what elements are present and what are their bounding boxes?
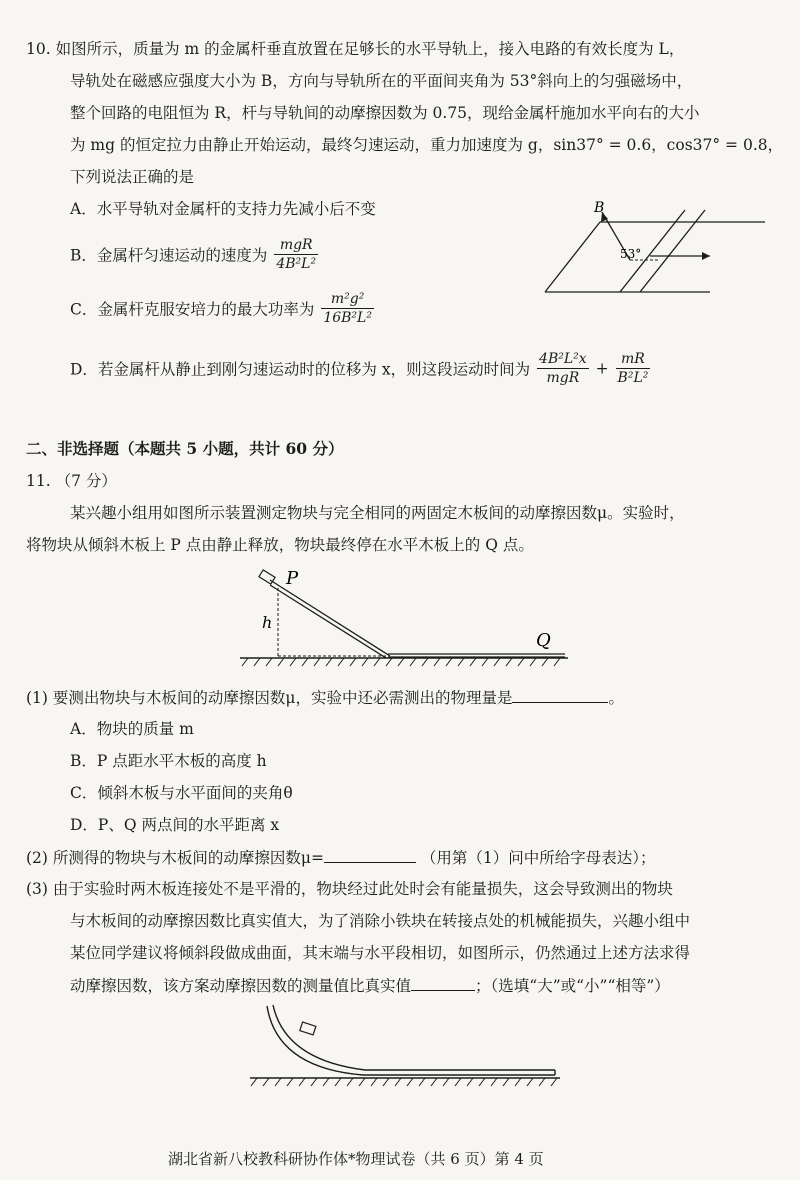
- q10-rails-figure: [540, 198, 780, 298]
- q10-option-b-den: 4B²L²: [276, 256, 317, 272]
- q11-number: 11. （7 分）: [26, 472, 117, 490]
- q11-option-b: B．P 点距水平木板的高度 h: [70, 752, 267, 770]
- q11-part-2-text: (2) 所测得的物块与木板间的动摩擦因数μ=: [26, 849, 324, 867]
- q11-intro-line-2: 将物块从倾斜木板上 P 点由静止释放，物块最终停在水平木板上的 Q 点。: [26, 536, 534, 554]
- q10-line-1: 10. 如图所示，质量为 m 的金属杆垂直放置在足够长的水平导轨上，接入电路的有效长度为 L，: [26, 40, 685, 58]
- q10-option-c-text: C．金属杆克服安培力的最大功率为: [70, 300, 315, 319]
- label-h: h: [262, 613, 273, 632]
- q10-option-d-plus: +: [595, 359, 609, 378]
- q11-part-1-end: 。: [608, 689, 624, 707]
- q11-part-3-line-4-text: 动摩擦因数，该方案动摩擦因数的测量值比真实值: [70, 977, 412, 995]
- q11-part-2-suffix: （用第（1）问中所给字母表达）；: [420, 849, 656, 867]
- q10-option-c-num: m²g²: [321, 290, 374, 309]
- q11-part-3-line-3: 某位同学建议将倾斜段做成曲面，其末端与水平段相切，如图所示，仍然通过上述方法求得: [70, 944, 691, 962]
- incline-board-top: [270, 580, 390, 656]
- q11-intro-line-1: 某兴趣小组用如图所示装置测定物块与完全相同的两固定木板间的动摩擦因数μ。实验时，: [70, 504, 685, 522]
- q10-line-3: 整个回路的电阻恒为 R，杆与导轨间的动摩擦因数为 0.75，现给金属杆施加水平向右的大小: [70, 104, 700, 122]
- q10-option-d-num-2: mR: [616, 350, 651, 369]
- q10-option-d-text: D．若金属杆从静止到刚匀速运动时的位移为 x，则这段运动时间为: [70, 360, 531, 379]
- q11-part-1-blank: [512, 688, 608, 703]
- q10-line-2: 导轨处在磁感应强度大小为 B，方向与导轨所在的平面间夹角为 53°斜向上的匀强磁场中，: [70, 72, 693, 90]
- q10-option-c-den: 16B²L²: [323, 310, 372, 326]
- q11-part-3-line-1: (3) 由于实验时两木板连接处不是平滑的，物块经过此处时会有能量损失，这会导致测出的物块: [26, 880, 673, 898]
- q11-part-2-blank: [324, 848, 416, 863]
- q10-option-d: [70, 350, 652, 387]
- q11-part-1-text: (1) 要测出物块与木板间的动摩擦因数μ，实验中还必需测出的物理量是: [26, 689, 513, 707]
- q11-part-3-line-4-suffix: ；（选填“大”或“小”“相等”）: [475, 977, 670, 995]
- label-q: Q: [536, 630, 551, 651]
- q11-option-d: D．P、Q 两点间的水平距离 x: [70, 816, 280, 834]
- q10-option-b-num: mgR: [274, 236, 318, 255]
- q11-incline-figure: [240, 568, 570, 668]
- q10-line-4: 为 mg 的恒定拉力由静止开始运动，最终匀速运动，重力加速度为 g，sin37° = 0.6，cos37° = 0.8，: [70, 136, 784, 154]
- q11-part-2: [26, 846, 656, 868]
- q10-option-c: [70, 290, 376, 327]
- label-p: P: [286, 568, 299, 589]
- section-2-heading: 二、非选择题（本题共 5 小题，共计 60 分）: [26, 439, 344, 458]
- q10-option-b: [70, 236, 320, 273]
- angle-label: 53°: [620, 247, 642, 261]
- q11-option-a: A．物块的质量 m: [70, 720, 194, 738]
- block: [259, 570, 275, 584]
- q11-part-3-line-4: [70, 974, 670, 996]
- q10-option-d-num-1: 4B²L²x: [539, 351, 587, 367]
- curve-ground-hatch: [251, 1078, 557, 1086]
- curve-block: [300, 1022, 316, 1035]
- q11-part-1: [26, 686, 624, 708]
- curve-bottom: [267, 1006, 555, 1075]
- page-footer: 湖北省新八校教科研协作体*物理试卷（共 6 页）第 4 页: [168, 1150, 544, 1168]
- rail-left-edge: [545, 222, 600, 292]
- q10-option-d-den-2: B²L²: [617, 370, 649, 386]
- q10-option-d-fraction-1: [537, 350, 589, 387]
- q10-line-5: 下列说法正确的是: [70, 168, 195, 186]
- ground-hatch: [242, 658, 560, 666]
- q10-option-b-text: B．金属杆匀速运动的速度为: [70, 246, 268, 265]
- q11-part-3-blank: [411, 976, 475, 991]
- q10-option-a: A．水平导轨对金属杆的支持力先减小后不变: [70, 200, 376, 218]
- incline-board-bottom: [270, 585, 386, 658]
- force-arrowhead-icon: [702, 252, 710, 260]
- curve-top: [273, 1005, 555, 1070]
- q11-option-c: C．倾斜木板与水平面间的夹角θ: [70, 784, 293, 802]
- q11-curve-figure: [245, 1000, 565, 1090]
- q11-part-3-line-2: 与木板间的动摩擦因数比真实值大，为了消除小铁块在转接点处的机械能损失，兴趣小组中: [70, 912, 691, 930]
- q10-option-d-den-1: mgR: [546, 370, 580, 386]
- q10-option-b-fraction: [274, 236, 318, 273]
- q10-option-c-fraction: [321, 290, 374, 327]
- field-b-label: B: [594, 200, 605, 216]
- q10-option-d-fraction-2: [616, 350, 651, 387]
